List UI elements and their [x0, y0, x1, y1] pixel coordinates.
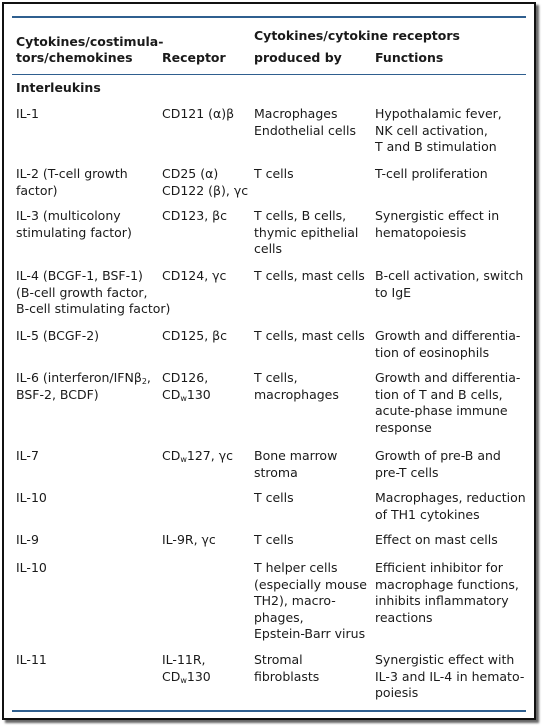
- row-9-c1-line-1: IL-9: [16, 532, 39, 547]
- row-5-c4-line-1: Growth and differentia-: [375, 328, 521, 343]
- row-10-c3-line-1: T helper cells: [254, 560, 338, 575]
- top-rule: [12, 16, 526, 18]
- row-10-c4-line-3: inhibits inflammatory: [375, 593, 509, 608]
- row-10-c3-line-3: TH2), macro-: [254, 593, 336, 608]
- row-11-c3-line-1: Stromal: [254, 652, 303, 667]
- row-6-c4-line-1: Growth and differentia-: [375, 370, 521, 385]
- row-5-c4-line-2: tion of eosinophils: [375, 344, 490, 360]
- header-col1-line1: Cytokines/costimula-: [16, 34, 164, 49]
- header-receptor: Receptor: [162, 50, 226, 65]
- row-4-c2-line-1: CD124, γc: [162, 268, 227, 283]
- header-col1-line2: tors/chemokines: [16, 50, 133, 65]
- row-6-c1-line-1: IL-6 (interferon/IFNβ$_2$,: [16, 370, 151, 386]
- row-4-c4-line-2: to IgE: [375, 284, 412, 300]
- row-1-c1-line-1: IL-1: [16, 106, 39, 121]
- row-6-c4-line-2: tion of T and B cells,: [375, 386, 503, 402]
- row-11-c4-line-3: poiesis: [375, 685, 419, 700]
- row-5-c1-line-1: IL-5 (BCGF-2): [16, 328, 100, 343]
- row-2-c4-line-1: T-cell proliferation: [375, 166, 488, 181]
- row-6-c4-line-3: acute-phase immune: [375, 403, 508, 418]
- section-title: Interleukins: [16, 80, 101, 95]
- row-6-c3-line-2: macrophages: [254, 386, 339, 402]
- row-8-c1-line-1: IL-10: [16, 490, 47, 505]
- row-4-c1-line-1: IL-4 (BCGF-1, BSF-1): [16, 268, 143, 283]
- row-11-c3-line-2: fibroblasts: [254, 668, 320, 684]
- bottom-rule: [12, 710, 526, 712]
- row-3-c3-line-2: thymic epithelial: [254, 224, 359, 240]
- row-1-c3-line-1: Macrophages: [254, 106, 338, 121]
- row-6-c1-line-2: BSF-2, BCDF): [16, 386, 99, 402]
- row-6-c2-line-2: $CD_w130$: [162, 386, 211, 403]
- header-functions: Functions: [375, 50, 444, 65]
- row-8-c4-line-2: of TH1 cytokines: [375, 506, 480, 522]
- row-1-c2-line-1: CD121 (α)β: [162, 106, 235, 121]
- row-8-c3-line-1: T cells: [254, 490, 294, 505]
- row-6-c3-line-1: T cells,: [254, 370, 298, 385]
- row-7-c1-line-1: IL-7: [16, 448, 39, 463]
- row-7-c2-line-1: $CD_w127$, γc: [162, 448, 233, 464]
- row-10-c4-line-2: macrophage functions,: [375, 576, 519, 592]
- row-5-c2-line-1: CD125, βc: [162, 328, 228, 343]
- table-frame: [2, 2, 536, 720]
- row-10-c4-line-4: reactions: [375, 609, 433, 625]
- row-4-c1-line-2: (B-cell growth factor,: [16, 284, 148, 300]
- row-3-c3-line-3: cells: [254, 241, 283, 256]
- row-6-c2-line-1: CD126,: [162, 370, 209, 385]
- row-7-c4-line-2: pre-T cells: [375, 464, 439, 480]
- row-2-c2-line-2: CD122 (β), γc: [162, 182, 249, 198]
- row-10-c4-line-1: Efficient inhibitor for: [375, 560, 503, 575]
- row-3-c2-line-1: CD123, βc: [162, 208, 228, 223]
- header-group: Cytokines/cytokine receptors: [254, 28, 460, 43]
- row-4-c4-line-1: B-cell activation, switch: [375, 268, 524, 283]
- row-4-c3-line-1: T cells, mast cells: [254, 268, 365, 283]
- row-8-c4-line-1: Macrophages, reduction: [375, 490, 526, 505]
- row-11-c2-line-1: IL-11R,: [162, 652, 206, 667]
- row-10-c1-line-1: IL-10: [16, 560, 47, 575]
- row-9-c4-line-1: Effect on mast cells: [375, 532, 498, 547]
- row-1-c4-line-3: T and B stimulation: [375, 139, 497, 154]
- row-3-c4-line-1: Synergistic effect in: [375, 208, 500, 223]
- row-11-c4-line-2: IL-3 and IL-4 in hemato-: [375, 668, 525, 684]
- row-3-c4-line-2: hematopoiesis: [375, 224, 467, 240]
- row-1-c4-line-2: NK cell activation,: [375, 122, 488, 138]
- row-7-c3-line-1: Bone marrow: [254, 448, 338, 463]
- row-9-c2-line-1: IL-9R, γc: [162, 532, 216, 547]
- row-11-c2-line-2: $CD_w130$: [162, 668, 211, 685]
- header-rule: [12, 74, 526, 75]
- row-2-c1-line-2: factor): [16, 182, 58, 198]
- row-3-c1-line-2: stimulating factor): [16, 224, 132, 240]
- row-10-c3-line-5: Epstein-Barr virus: [254, 626, 366, 641]
- row-3-c3-line-1: T cells, B cells,: [254, 208, 347, 223]
- row-2-c2-line-1: CD25 (α): [162, 166, 219, 181]
- row-3-c1-line-1: IL-3 (multicolony: [16, 208, 121, 223]
- row-1-c3-line-2: Endothelial cells: [254, 122, 356, 138]
- row-11-c1-line-1: IL-11: [16, 652, 47, 667]
- header-produced-by: produced by: [254, 50, 342, 65]
- row-7-c4-line-1: Growth of pre-B and: [375, 448, 501, 463]
- row-11-c4-line-1: Synergistic effect with: [375, 652, 515, 667]
- row-2-c1-line-1: IL-2 (T-cell growth: [16, 166, 128, 181]
- row-9-c3-line-1: T cells: [254, 532, 294, 547]
- row-2-c3-line-1: T cells: [254, 166, 294, 181]
- row-6-c4-line-4: response: [375, 419, 432, 435]
- row-7-c3-line-2: stroma: [254, 464, 298, 480]
- row-10-c3-line-4: phages,: [254, 609, 304, 625]
- row-1-c4-line-1: Hypothalamic fever,: [375, 106, 502, 121]
- row-4-c1-line-3: B-cell stimulating factor): [16, 301, 171, 316]
- row-5-c3-line-1: T cells, mast cells: [254, 328, 365, 343]
- header-col1: [16, 34, 163, 66]
- row-10-c3-line-2: (especially mouse: [254, 576, 367, 592]
